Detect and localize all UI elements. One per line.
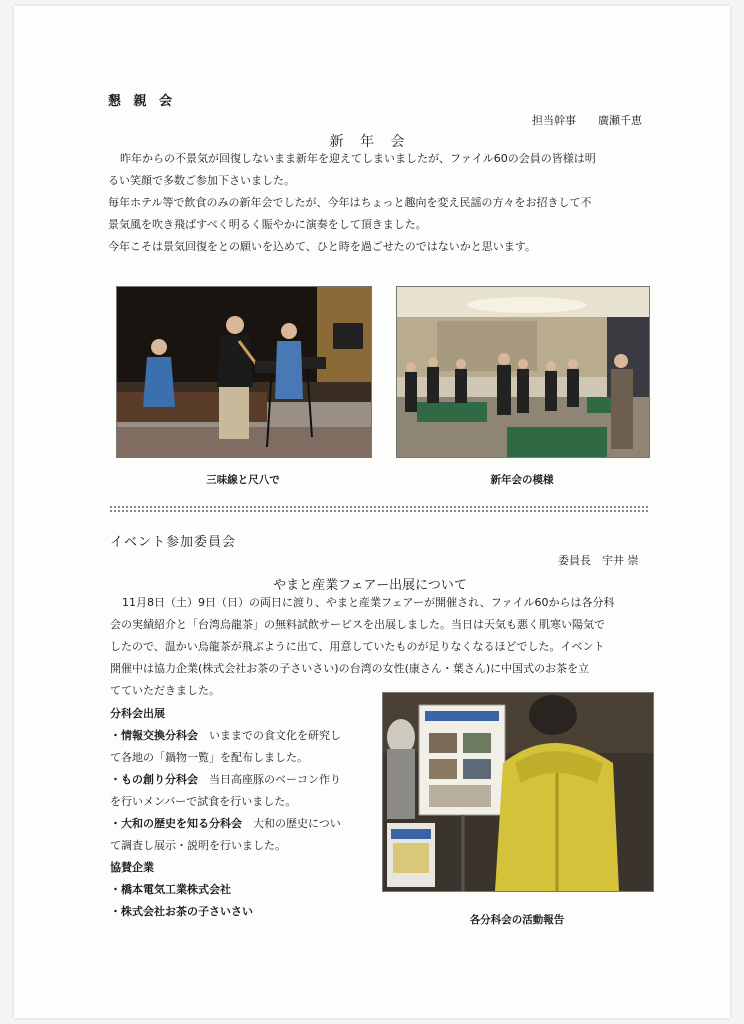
paragraph-line: 毎年ホテル等で飲食のみの新年会でしたが、今年はちょっと趣向を変え民謡の方々をお招きして不 xyxy=(108,196,592,209)
paragraph-line: 11月8日（土）9日（日）の両日に渡り、やまと産業フェアーが開催され、ファイル60からは各分科 xyxy=(122,596,615,609)
sponsor-item: ・橋本電気工業株式会社 xyxy=(110,883,231,896)
list-item xyxy=(110,813,380,835)
article-title: 新 年 会 xyxy=(329,134,411,150)
exhibit-desc: 当日高座豚のベーコン作り xyxy=(209,773,341,786)
paragraph-line: 開催中は協力企業(株式会社お茶の子さいさい)の台湾の女性(康さん・葉さん)に中国式のお茶を立 xyxy=(110,662,590,675)
exhibit-desc: 大和の歴史につい xyxy=(253,817,341,830)
paragraph-line: るい笑顔で多数ご参加下さいました。 xyxy=(108,174,295,187)
list-item-cont: て調査し展示・説明を行いました。 xyxy=(110,839,286,852)
exhibit-name: ・情報交換分科会 xyxy=(110,729,198,742)
photo-shamisen-shakuhachi xyxy=(116,286,372,458)
article-body xyxy=(110,592,650,702)
photo-activity-report xyxy=(382,692,654,892)
exhibit-heading: 分科会出展 xyxy=(110,707,165,720)
list-item-cont: を行いメンバーで試食を行いました。 xyxy=(110,795,297,808)
sponsor-heading: 協賛企業 xyxy=(110,861,154,874)
section-heading-konshinkai: 懇 親 会 xyxy=(108,94,177,109)
exhibit-name: ・大和の歴史を知る分科会 xyxy=(110,817,242,830)
article-body xyxy=(108,148,648,258)
section-divider xyxy=(110,506,648,512)
paragraph-line: 今年こそは景気回復をとの願いを込めて、ひと時を過ごせたのではないかと思います。 xyxy=(108,240,536,253)
list-item-cont: て各地の「鍋物一覧」を配布しました。 xyxy=(110,751,308,764)
section-author: 委員長 宇井 崇 xyxy=(558,554,639,567)
photo-caption: 三味線と尺八で xyxy=(206,474,280,486)
list-item xyxy=(110,725,380,747)
paragraph-line: 昨年からの不景気が回復しないまま新年を迎えてしまいましたが、ファイル60の会員の皆様は明 xyxy=(120,152,596,165)
exhibit-desc: いままでの食文化を研究し xyxy=(209,729,341,742)
photo-caption: 新年会の模様 xyxy=(490,474,554,486)
article-title: やまと産業フェアー出展について xyxy=(273,578,467,593)
paragraph-line: したので、温かい烏龍茶が飛ぶように出て、用意していたものが足りなくなるほどでした。イベント xyxy=(110,640,605,653)
paragraph-line: てていただきました。 xyxy=(110,684,220,697)
exhibit-name: ・もの創り分科会 xyxy=(110,773,198,786)
photo-new-year-party xyxy=(396,286,650,458)
paragraph-line: 景気風を吹き飛ばすべく明るく賑やかに演奏をして頂きました。 xyxy=(108,218,427,231)
list-item xyxy=(110,769,380,791)
paragraph-line: 会の実績紹介と「台湾烏龍茶」の無料試飲サービスを出展しました。当日は天気も悪く肌寒い陽気で xyxy=(110,618,605,631)
exhibit-list xyxy=(110,703,380,923)
photo-caption: 各分科会の活動報告 xyxy=(469,914,565,926)
sponsor-item: ・株式会社お茶の子さいさい xyxy=(110,905,253,918)
section-author: 担当幹事 廣瀬千恵 xyxy=(532,114,642,127)
section-heading-event-committee: イベント参加委員会 xyxy=(110,535,237,550)
